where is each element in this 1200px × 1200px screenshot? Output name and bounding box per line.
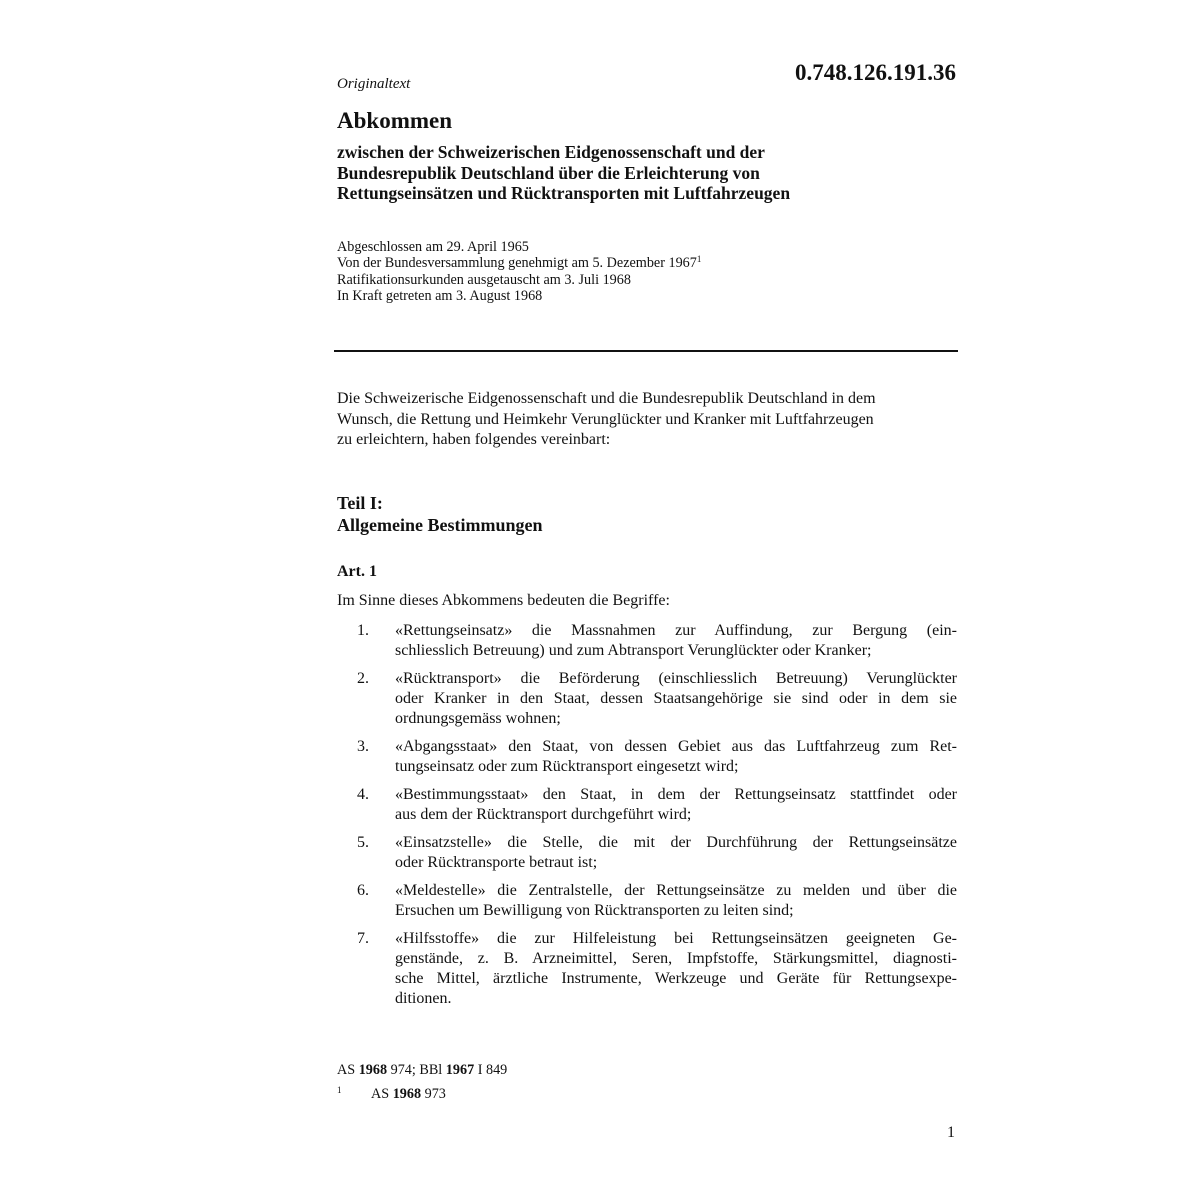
fn1-year: 1968: [392, 1086, 422, 1102]
definition-number: 1.: [357, 622, 369, 639]
as-page: 974; BBl: [390, 1062, 443, 1078]
preamble-line: Die Schweizerische Eidgenossenschaft und die Bundesrepublik Deutschland in dem: [337, 390, 876, 407]
definition-line: «Einsatzstelle» die Stelle, die mit der Durchführung der Rettungseinsätze: [395, 834, 957, 851]
definition-item: [337, 881, 957, 921]
definition-number: 5.: [357, 834, 369, 851]
document-subtitle: [337, 142, 957, 204]
footnote-1: [337, 1080, 507, 1104]
part-number: Teil I:: [337, 493, 383, 513]
definition-line: tungseinsatz oder zum Rücktransport eingesetzt wird;: [395, 758, 739, 775]
as-label: AS: [337, 1062, 356, 1078]
part-heading: [337, 492, 542, 536]
definition-number: 2.: [357, 670, 369, 687]
definition-line: «Rettungseinsatz» die Massnahmen zur Auffindung, zur Bergung (ein-: [395, 622, 957, 639]
definition-line: Ersuchen um Bewilligung von Rücktransporten zu leiten sind;: [395, 902, 794, 919]
page-number: 1: [947, 1124, 955, 1141]
definition-item: [337, 669, 957, 729]
definition-item: [337, 785, 957, 825]
as-year: 1968: [358, 1062, 388, 1078]
horizontal-divider: [334, 350, 958, 352]
bbl-year: 1967: [445, 1062, 475, 1078]
sr-number: 0.748.126.191.36: [795, 60, 956, 85]
source-reference: [337, 1060, 507, 1080]
history-in-force: In Kraft getreten am 3. August 1968: [337, 288, 543, 305]
footnote-mark: 1: [337, 1085, 342, 1095]
article-intro: Im Sinne dieses Abkommens bedeuten die Begriffe:: [337, 592, 670, 609]
footnotes: [337, 1060, 507, 1104]
history-approved: [337, 255, 957, 271]
definition-line: ordnungsgemäss wohnen;: [395, 710, 561, 727]
bbl-page: I 849: [477, 1062, 508, 1078]
preamble-line: Wunsch, die Rettung und Heimkehr Verunglückter und Kranker mit Luftfahrzeugen: [337, 410, 874, 428]
definition-line: «Meldestelle» die Zentralstelle, der Rettungseinsätze zu melden und über die: [395, 882, 957, 899]
history-ratification: Ratifikationsurkunden ausgetauscht am 3. Juli 1968: [337, 271, 631, 288]
fn1-page: 973: [424, 1086, 446, 1102]
definition-line: sche Mittel, ärztliche Instrumente, Werkzeuge und Geräte für Rettungsexpe-: [395, 970, 957, 987]
document-title: Abkommen: [337, 108, 453, 133]
subtitle-line: Rettungseinsätzen und Rücktransporten mit Luftfahrzeugen: [337, 183, 791, 203]
article-heading: Art. 1: [337, 563, 377, 580]
preamble-line: zu erleichtern, haben folgendes vereinbart:: [337, 431, 611, 448]
definition-number: 7.: [357, 930, 369, 947]
history-approved-text: Von der Bundesversammlung genehmigt am 5. Dezember 1967: [337, 255, 697, 272]
definition-line: ditionen.: [395, 990, 452, 1007]
definition-item: [337, 929, 957, 1009]
definition-item: [337, 621, 957, 661]
definition-line: «Rücktransport» die Beförderung (einschliesslich Betreuung) Verunglückter: [395, 670, 957, 687]
definition-number: 3.: [357, 738, 369, 755]
subtitle-line: zwischen der Schweizerischen Eidgenossenschaft und der: [337, 142, 765, 162]
originaltext-label: Originaltext: [337, 76, 411, 92]
definition-line: oder Rücktransporte betraut ist;: [395, 854, 598, 871]
definition-line: genstände, z. B. Arzneimittel, Seren, Impfstoffe, Stärkungsmittel, diagnosti-: [395, 950, 957, 967]
definition-line: oder Kranker in den Staat, dessen Staatsangehörige sie sind oder in dem sie: [395, 690, 957, 707]
definition-line: «Abgangsstaat» den Staat, von dessen Gebiet aus das Luftfahrzeug zum Ret-: [395, 738, 957, 755]
definition-item: [337, 737, 957, 777]
subtitle-line: Bundesrepublik Deutschland über die Erleichterung von: [337, 162, 760, 183]
definition-line: «Bestimmungsstaat» den Staat, in dem der Rettungseinsatz stattfindet oder: [395, 786, 957, 803]
definition-item: [337, 833, 957, 873]
definition-line: aus dem der Rücktransport durchgeführt wird;: [395, 806, 692, 823]
definition-line: «Hilfsstoffe» die zur Hilfeleistung bei Rettungseinsätzen geeigneten Ge-: [395, 930, 957, 947]
definition-number: 4.: [357, 786, 369, 803]
footnote-reference[interactable]: 1: [696, 254, 702, 265]
history-concluded: Abgeschlossen am 29. April 1965: [337, 239, 529, 255]
definition-list: [337, 621, 957, 1017]
definition-number: 6.: [357, 882, 369, 899]
document-history: [337, 239, 957, 305]
definition-line: schliesslich Betreuung) und zum Abtransport Verunglückter oder Kranker;: [395, 642, 872, 659]
fn1-label: AS: [371, 1086, 390, 1102]
part-title: Allgemeine Bestimmungen: [337, 515, 543, 535]
preamble: [337, 389, 957, 451]
